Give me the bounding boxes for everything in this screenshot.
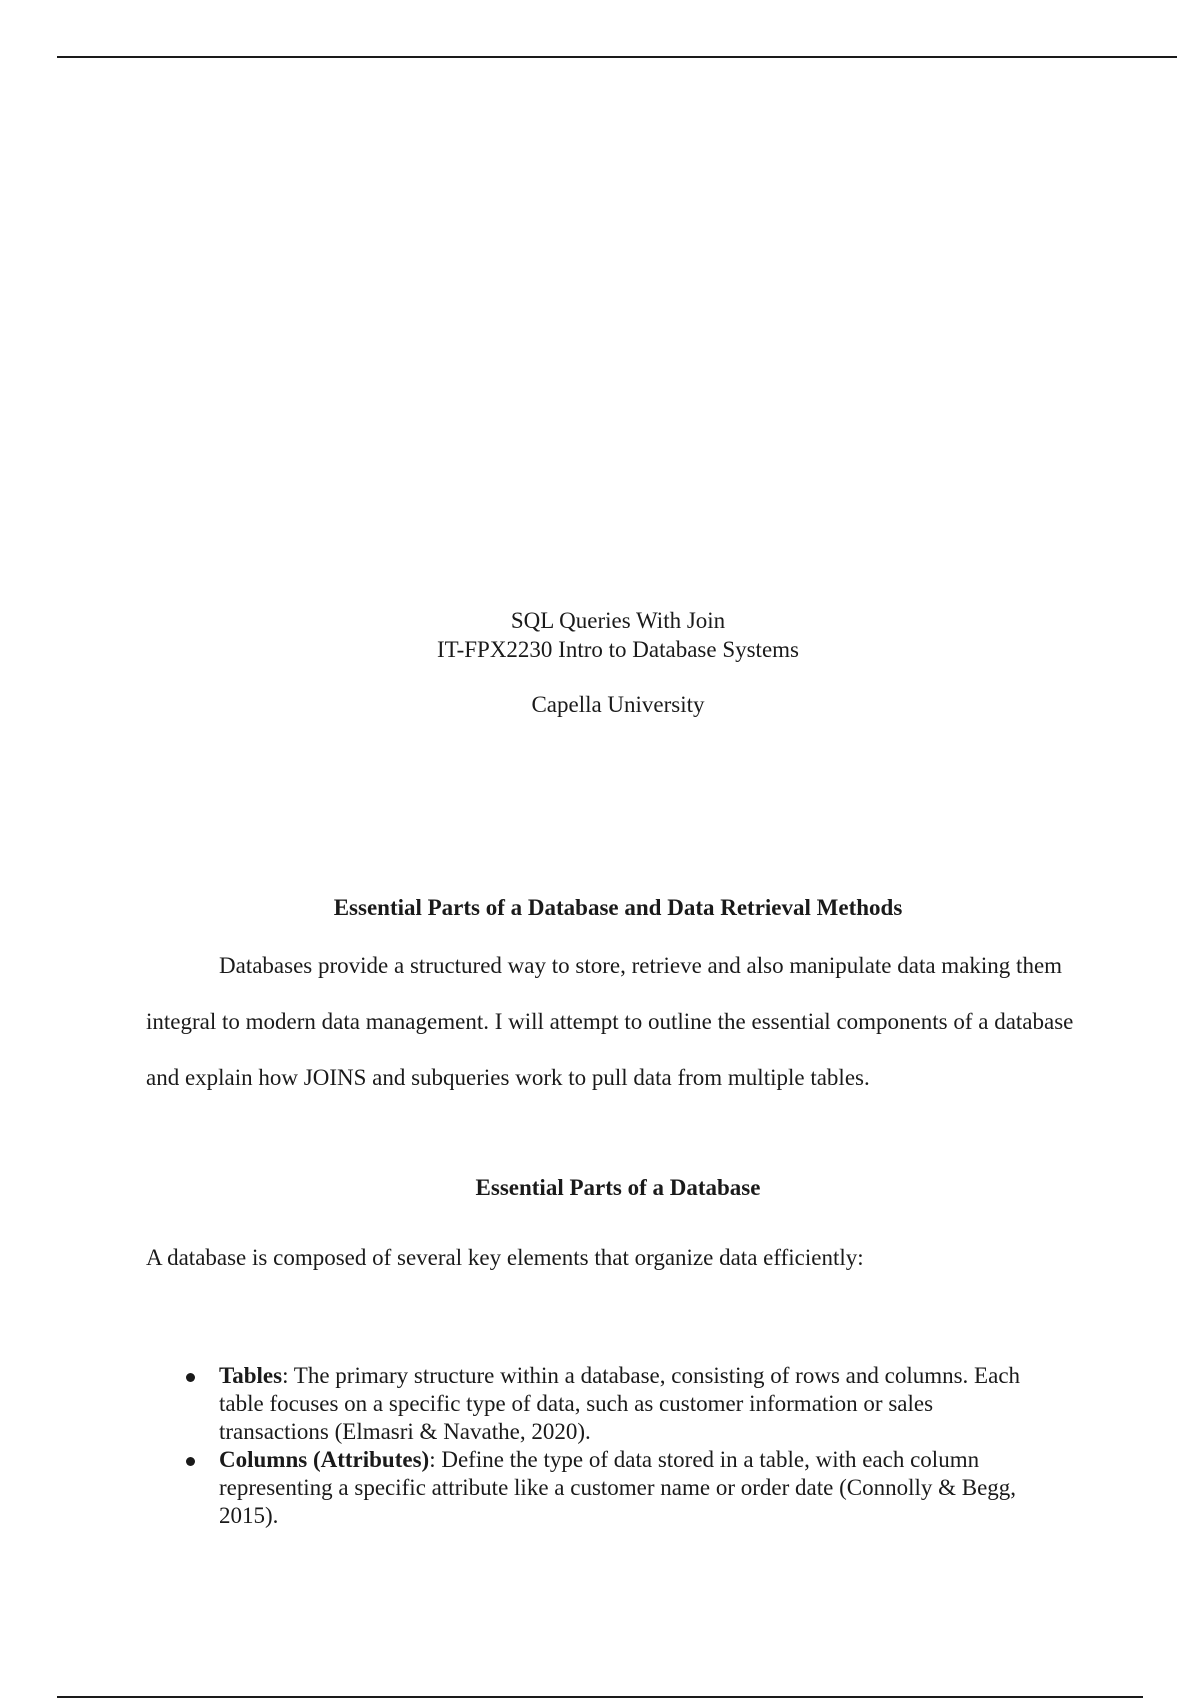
bullet-list xyxy=(146,1362,1046,1530)
list-item xyxy=(146,1446,1046,1530)
bullet-icon xyxy=(186,1457,195,1466)
list-item xyxy=(146,1362,1046,1446)
header-rule xyxy=(57,56,1177,58)
paper-title: SQL Queries With Join xyxy=(510,608,726,633)
title-block xyxy=(0,606,1200,719)
bullet-icon xyxy=(186,1373,195,1382)
bullet-term: Columns (Attributes) xyxy=(219,1447,430,1472)
bullet-term: Tables xyxy=(219,1363,283,1388)
bullet-text: : Define the type of data stored in a table, with each column representing a specific attribute like a customer name or order date (Connolly & Begg, 2015). xyxy=(219,1447,1017,1528)
intro-paragraph: Databases provide a structured way to store, retrieve and also manipulate data making them integral to modern data management. I will attempt to outline the essential components of a database and explain how JOINS and subqueries work to pull data from multiple tables. xyxy=(146,953,1074,1090)
institution-name: Capella University xyxy=(531,692,705,717)
lead-paragraph: A database is composed of several key elements that organize data efficiently: xyxy=(146,1245,864,1270)
footer-rule xyxy=(57,1696,1143,1698)
section-heading-main: Essential Parts of a Database and Data Retrieval Methods xyxy=(333,895,903,920)
bullet-text: : The primary structure within a database, consisting of rows and columns. Each table focuses on a specific type of data, such as customer information or sales transactions (Elmasri & Navathe, 2020). xyxy=(219,1363,1021,1444)
course-name: IT-FPX2230 Intro to Database Systems xyxy=(436,637,799,662)
section-heading-parts: Essential Parts of a Database xyxy=(475,1175,761,1200)
